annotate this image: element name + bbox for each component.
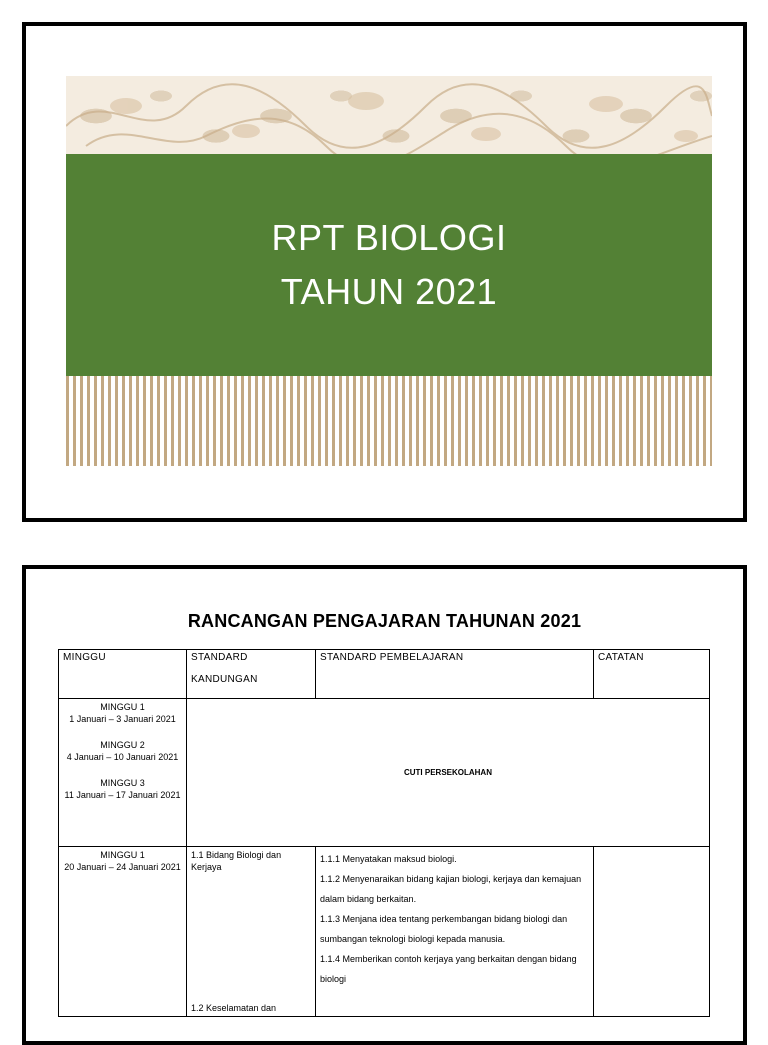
header-minggu: MINGGU — [59, 650, 187, 699]
striped-border — [66, 376, 712, 466]
learning-item: 1.1.3 Menjana idea tentang perkembangan bidang biologi dan sumbangan teknologi biologi kepada manusia. — [320, 914, 568, 944]
week-label: MINGGU 1 — [100, 850, 145, 860]
floral-ornament-icon — [66, 76, 712, 156]
week-block — [63, 701, 182, 725]
catatan-cell — [594, 847, 710, 1017]
week-dates: 11 Januari – 17 Januari 2021 — [64, 790, 181, 800]
standard-kandungan-cell — [187, 847, 316, 1017]
table-row — [59, 699, 710, 847]
week-label: MINGGU 2 — [100, 740, 145, 750]
holiday-cell: CUTI PERSEKOLAHAN — [187, 699, 710, 847]
week-cell — [59, 847, 187, 1017]
holiday-weeks-cell — [59, 699, 187, 847]
floral-pattern-banner — [66, 76, 712, 156]
cover-title-line1: RPT BIOLOGI — [271, 217, 507, 258]
week-dates: 20 Januari – 24 Januari 2021 — [64, 862, 181, 872]
header-standard-kandungan: STANDARD KANDUNGAN — [187, 650, 316, 699]
week-block — [63, 739, 182, 763]
standard-pembelajaran-cell — [316, 847, 594, 1017]
header-standard-pembelajaran: STANDARD PEMBELAJARAN — [316, 650, 594, 699]
week-label: MINGGU 3 — [100, 778, 145, 788]
learning-item: 1.1.2 Menyenaraikan bidang kajian biologi, kerjaya dan kemajuan dalam bidang berkaitan. — [320, 874, 582, 904]
week-label: MINGGU 1 — [100, 702, 145, 712]
week-dates: 1 Januari – 3 Januari 2021 — [69, 714, 176, 724]
table-header-row — [59, 650, 710, 699]
plan-table — [58, 649, 710, 1017]
learning-item: 1.1.1 Menyatakan maksud biologi. — [320, 854, 457, 864]
standard-item: 1.1 Bidang Biologi dan Kerjaya — [191, 850, 282, 872]
plan-title: RANCANGAN PENGAJARAN TAHUNAN 2021 — [187, 611, 582, 631]
week-dates: 4 Januari – 10 Januari 2021 — [66, 752, 179, 762]
learning-item: 1.1.4 Memberikan contoh kerjaya yang berkaitan dengan bidang biologi — [320, 954, 577, 984]
table-row — [59, 847, 710, 1017]
title-band — [66, 154, 712, 376]
standard-item: 1.2 Keselamatan dan — [191, 1003, 277, 1013]
week-block — [63, 777, 182, 801]
header-catatan: CATATAN — [594, 650, 710, 699]
plan-page — [22, 565, 747, 1045]
cover-title-line2: TAHUN 2021 — [280, 271, 498, 312]
cover-page — [22, 22, 747, 522]
